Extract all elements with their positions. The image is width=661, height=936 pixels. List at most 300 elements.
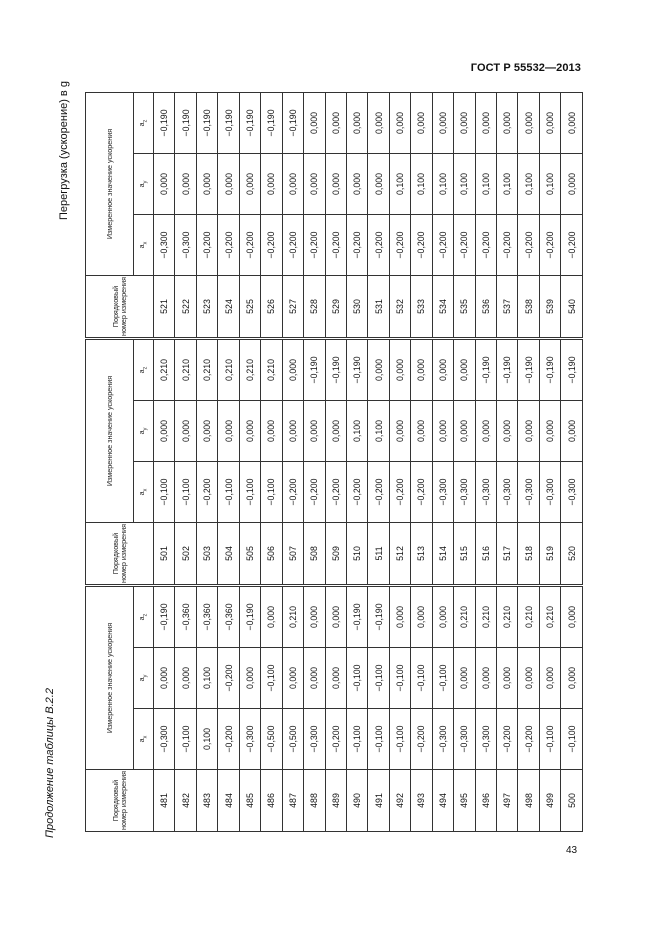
table-row (454, 339, 475, 584)
table-cell: 512 (389, 523, 410, 585)
table-cell: 0,000 (432, 339, 453, 400)
table-cell: −0,200 (475, 215, 496, 276)
table-cell: 0,000 (325, 648, 346, 709)
header-acceleration: Измеренное значение ускорения (86, 92, 134, 275)
header-ax (134, 462, 154, 523)
table-row (325, 92, 346, 337)
table-cell: −0,190 (325, 339, 346, 400)
header-acceleration: Измеренное значение ускорения (86, 586, 134, 769)
table-cell: 520 (561, 523, 583, 585)
table-row (497, 339, 518, 584)
table-cell: 0,000 (518, 648, 539, 709)
table-row (304, 339, 325, 584)
table-cell: 483 (196, 770, 217, 832)
table-row (346, 586, 367, 831)
table-cell: −0,200 (304, 215, 325, 276)
table-cell: −0,100 (368, 709, 389, 770)
table-row (261, 92, 282, 337)
table-cell: 0,000 (304, 401, 325, 462)
table-row (261, 586, 282, 831)
table-row (218, 339, 239, 584)
table-cell: 0,210 (239, 339, 260, 400)
header-acceleration: Измеренное значение ускорения (86, 339, 134, 522)
table-row (432, 586, 453, 831)
table-cell: −0,360 (175, 586, 196, 647)
measurement-table (85, 339, 583, 585)
table-cell: −0,200 (218, 709, 239, 770)
table-cell: 525 (239, 276, 260, 338)
table-cell: 0,210 (497, 586, 518, 647)
axis-sub: z (142, 366, 149, 370)
table-cell: −0,200 (497, 709, 518, 770)
table-cell: 517 (497, 523, 518, 585)
table-cell: −0,100 (539, 709, 560, 770)
table-cell: −0,190 (475, 339, 496, 400)
table-cell: −0,200 (539, 215, 560, 276)
table-cell: −0,100 (432, 648, 453, 709)
table-cell: −0,300 (518, 462, 539, 523)
table-group-3 (85, 93, 583, 338)
table-cell: 503 (196, 523, 217, 585)
table-cell: 0,000 (518, 401, 539, 462)
table-cell: −0,190 (346, 586, 367, 647)
header-az (134, 586, 154, 647)
table-row (282, 586, 303, 831)
table-cell: 513 (411, 523, 432, 585)
header-ay (134, 648, 154, 709)
table-cell: −0,200 (282, 215, 303, 276)
table-cell: 0,210 (475, 586, 496, 647)
measurement-table (85, 92, 583, 338)
table-cell: −0,200 (325, 215, 346, 276)
table-cell: −0,100 (175, 709, 196, 770)
table-cell: 501 (154, 523, 175, 585)
axis-sub: z (142, 613, 149, 617)
table-cell: 0,000 (154, 648, 175, 709)
table-row (154, 92, 175, 337)
table-row (239, 339, 260, 584)
table-cell: −0,190 (539, 339, 560, 400)
table-cell: 0,000 (261, 401, 282, 462)
table-cell: −0,200 (325, 709, 346, 770)
table-cell: 529 (325, 276, 346, 338)
table-cell: 0,000 (411, 401, 432, 462)
table-cell: −0,190 (154, 586, 175, 647)
table-cell: 540 (561, 276, 583, 338)
table-cell: −0,100 (411, 648, 432, 709)
table-cell: 0,000 (454, 401, 475, 462)
table-cell: 0,100 (411, 154, 432, 215)
header-az (134, 92, 154, 153)
table-cell: 502 (175, 523, 196, 585)
table-cell: 481 (154, 770, 175, 832)
table-cell: 0,100 (432, 154, 453, 215)
table-cell: 0,000 (239, 648, 260, 709)
table-cell: 515 (454, 523, 475, 585)
table-cell: 0,000 (261, 586, 282, 647)
table-cell: 0,000 (454, 339, 475, 400)
table-cell: 482 (175, 770, 196, 832)
table-cell: 0,000 (454, 648, 475, 709)
table-cell: 511 (368, 523, 389, 585)
table-row (454, 586, 475, 831)
table-cell: 537 (497, 276, 518, 338)
table-cell: 514 (432, 523, 453, 585)
table-cell: −0,100 (389, 648, 410, 709)
table-cell: 0,000 (432, 92, 453, 153)
table-cell: −0,100 (346, 648, 367, 709)
table-row (475, 586, 496, 831)
table-row (389, 92, 410, 337)
axis-label: a (136, 738, 146, 743)
table-cell: −0,300 (239, 709, 260, 770)
table-cell: −0,200 (218, 215, 239, 276)
table-cell: 0,100 (475, 154, 496, 215)
table-cell: 536 (475, 276, 496, 338)
table-cell: 0,000 (304, 648, 325, 709)
table-cell: 531 (368, 276, 389, 338)
table-cell: 0,000 (561, 586, 583, 647)
table-row (218, 586, 239, 831)
table-row (475, 92, 496, 337)
table-cell: 0,000 (475, 401, 496, 462)
table-row (218, 92, 239, 337)
table-cell: 0,000 (261, 154, 282, 215)
table-cell: 0,000 (432, 401, 453, 462)
table-cell: −0,190 (561, 339, 583, 400)
table-row (411, 586, 432, 831)
header-ay (134, 401, 154, 462)
table-row (389, 586, 410, 831)
axis-label: a (136, 677, 146, 682)
table-cell: −0,200 (261, 215, 282, 276)
table-cell: 0,100 (368, 401, 389, 462)
table-row (196, 92, 217, 337)
table-cell: 0,000 (497, 648, 518, 709)
table-cell: 0,100 (196, 709, 217, 770)
table-group-1 (85, 587, 583, 832)
table-cell: −0,100 (368, 648, 389, 709)
table-cell: 0,000 (304, 586, 325, 647)
table-cell: −0,200 (561, 215, 583, 276)
table-cell: −0,200 (411, 709, 432, 770)
axis-sub: y (142, 674, 149, 678)
table-cell: −0,200 (389, 215, 410, 276)
table-row (518, 92, 539, 337)
table-cell: −0,100 (561, 709, 583, 770)
unit-note: Перегрузка (ускорение) в g (58, 81, 70, 220)
table-row (561, 586, 583, 831)
table-row (196, 586, 217, 831)
table-cell: −0,190 (175, 92, 196, 153)
table-row (346, 339, 367, 584)
table-cell: 0,210 (218, 339, 239, 400)
table-cell: 527 (282, 276, 303, 338)
table-cell: 0,000 (346, 92, 367, 153)
table-cell: −0,100 (389, 709, 410, 770)
rotated-table-area (85, 93, 583, 832)
table-cell: −0,190 (196, 92, 217, 153)
table-cell: 0,000 (304, 92, 325, 153)
table-row (325, 339, 346, 584)
table-cell: −0,200 (196, 215, 217, 276)
axis-label: a (136, 616, 146, 621)
table-cell: 486 (261, 770, 282, 832)
table-row (411, 339, 432, 584)
table-cell: 526 (261, 276, 282, 338)
table-cell: 0,000 (411, 586, 432, 647)
table-cell: −0,200 (432, 215, 453, 276)
table-cell: −0,200 (368, 215, 389, 276)
table-cell: 0,210 (154, 339, 175, 400)
table-cell: 0,000 (175, 154, 196, 215)
table-cell: −0,300 (154, 709, 175, 770)
axis-sub: x (142, 488, 149, 492)
axis-sub: y (142, 427, 149, 431)
table-row (389, 339, 410, 584)
table-cell: 519 (539, 523, 560, 585)
table-row (304, 92, 325, 337)
table-cell: 0,000 (454, 92, 475, 153)
table-cell: 509 (325, 523, 346, 585)
table-cell: −0,200 (389, 462, 410, 523)
table-cell: 0,000 (389, 92, 410, 153)
table-cell: 0,210 (196, 339, 217, 400)
table-cell: 535 (454, 276, 475, 338)
table-cell: 0,000 (282, 339, 303, 400)
table-cell: 0,000 (432, 586, 453, 647)
table-cell: 518 (518, 523, 539, 585)
table-cell: −0,300 (475, 462, 496, 523)
table-cell: 533 (411, 276, 432, 338)
table-cell: −0,190 (239, 586, 260, 647)
table-cell: 491 (368, 770, 389, 832)
table-cell: 0,000 (539, 401, 560, 462)
table-cell: 498 (518, 770, 539, 832)
table-cell: 490 (346, 770, 367, 832)
table-cell: −0,100 (154, 462, 175, 523)
table-cell: 0,000 (389, 401, 410, 462)
table-row (282, 92, 303, 337)
table-cell: 516 (475, 523, 496, 585)
table-cell: 0,000 (304, 154, 325, 215)
table-cell: −0,360 (218, 586, 239, 647)
table-row (239, 92, 260, 337)
standard-designation: ГОСТ Р 55532—2013 (470, 62, 581, 74)
axis-sub: x (142, 735, 149, 739)
table-row (325, 586, 346, 831)
table-cell: −0,100 (346, 709, 367, 770)
table-cell: −0,500 (282, 709, 303, 770)
table-cell: 0,000 (282, 154, 303, 215)
table-cell: 0,100 (389, 154, 410, 215)
table-cell: 0,000 (175, 648, 196, 709)
table-cell: 0,000 (218, 401, 239, 462)
axis-sub: z (142, 119, 149, 123)
table-cell: 0,000 (239, 401, 260, 462)
table-cell: 506 (261, 523, 282, 585)
table-cell: 0,000 (561, 154, 583, 215)
header-number: Порядковый номер измерения (86, 770, 154, 832)
table-cell: 508 (304, 523, 325, 585)
table-cell: 0,100 (346, 401, 367, 462)
table-cell: 0,100 (518, 154, 539, 215)
table-cell: −0,300 (432, 462, 453, 523)
table-cell: −0,190 (218, 92, 239, 153)
table-row (304, 586, 325, 831)
table-cell: −0,200 (218, 648, 239, 709)
table-cell: −0,190 (239, 92, 260, 153)
page-number: 43 (566, 845, 578, 856)
table-cell: 0,000 (389, 586, 410, 647)
table-cell: 507 (282, 523, 303, 585)
table-cell: 0,000 (196, 154, 217, 215)
table-row (561, 92, 583, 337)
table-row (154, 586, 175, 831)
table-cell: 0,210 (261, 339, 282, 400)
axis-label: a (136, 183, 146, 188)
table-cell: 0,000 (518, 92, 539, 153)
table-cell: 0,000 (239, 154, 260, 215)
table-cell: −0,300 (432, 709, 453, 770)
table-cell: −0,360 (196, 586, 217, 647)
table-cell: −0,190 (368, 586, 389, 647)
table-row (518, 339, 539, 584)
table-cell: 493 (411, 770, 432, 832)
table-cell: 532 (389, 276, 410, 338)
table-cell: −0,200 (239, 215, 260, 276)
table-row (368, 339, 389, 584)
table-cell: 496 (475, 770, 496, 832)
table-cell: −0,100 (261, 462, 282, 523)
table-cell: −0,190 (282, 92, 303, 153)
table-row (539, 92, 560, 337)
table-row (475, 339, 496, 584)
axis-label: a (136, 369, 146, 374)
table-cell: 0,210 (518, 586, 539, 647)
table-cell: 0,000 (282, 648, 303, 709)
table-row (432, 339, 453, 584)
table-cell: −0,100 (175, 462, 196, 523)
table-cell: 521 (154, 276, 175, 338)
table-cell: 500 (561, 770, 583, 832)
table-cell: 0,000 (325, 586, 346, 647)
table-row (154, 339, 175, 584)
table-cell: 0,000 (561, 648, 583, 709)
table-cell: 0,000 (368, 339, 389, 400)
table-cell: −0,300 (175, 215, 196, 276)
table-cell: −0,190 (261, 92, 282, 153)
table-cell: 0,210 (175, 339, 196, 400)
table-row (175, 92, 196, 337)
table-cell: −0,100 (239, 462, 260, 523)
table-cell: 0,000 (561, 92, 583, 153)
table-caption: Продолжение таблицы В.2.2 (44, 688, 56, 838)
table-cell: 0,000 (475, 648, 496, 709)
table-row (175, 339, 196, 584)
table-cell: −0,300 (539, 462, 560, 523)
table-cell: −0,300 (154, 215, 175, 276)
table-cell: 0,000 (389, 339, 410, 400)
table-cell: −0,190 (346, 339, 367, 400)
axis-sub: y (142, 180, 149, 184)
table-cell: 523 (196, 276, 217, 338)
table-cell: −0,200 (304, 462, 325, 523)
table-cell: −0,500 (261, 709, 282, 770)
axis-label: a (136, 122, 146, 127)
table-cell: −0,200 (346, 462, 367, 523)
table-cell: 485 (239, 770, 260, 832)
table-row (411, 92, 432, 337)
table-cell: 0,000 (175, 401, 196, 462)
table-cell: 497 (497, 770, 518, 832)
axis-label: a (136, 244, 146, 249)
table-cell: 0,000 (475, 92, 496, 153)
table-cell: 504 (218, 523, 239, 585)
table-cell: 0,000 (368, 154, 389, 215)
table-cell: 0,100 (539, 154, 560, 215)
table-cell: 0,000 (497, 92, 518, 153)
measurement-table (85, 586, 583, 832)
table-cell: −0,200 (325, 462, 346, 523)
table-cell: 0,000 (325, 92, 346, 153)
table-cell: 499 (539, 770, 560, 832)
header-number: Порядковый номер измерения (86, 276, 154, 338)
axis-label: a (136, 430, 146, 435)
table-cell: −0,200 (518, 709, 539, 770)
table-cell: 0,000 (154, 154, 175, 215)
table-cell: 0,000 (411, 339, 432, 400)
table-cell: 0,000 (154, 401, 175, 462)
table-cell: −0,300 (497, 462, 518, 523)
table-row (518, 586, 539, 831)
table-cell: 0,000 (196, 401, 217, 462)
axis-sub: x (142, 241, 149, 245)
table-row (539, 586, 560, 831)
table-cell: −0,190 (518, 339, 539, 400)
table-cell: −0,200 (411, 215, 432, 276)
table-cell: 528 (304, 276, 325, 338)
table-cell: 0,000 (282, 401, 303, 462)
table-cell: 0,000 (497, 401, 518, 462)
table-cell: −0,300 (304, 709, 325, 770)
table-cell: −0,300 (454, 709, 475, 770)
table-row (454, 92, 475, 337)
table-cell: 495 (454, 770, 475, 832)
table-cell: 0,000 (561, 401, 583, 462)
table-cell: 0,000 (325, 154, 346, 215)
header-az (134, 339, 154, 400)
header-number: Порядковый номер измерения (86, 523, 154, 585)
table-cell: 510 (346, 523, 367, 585)
table-cell: −0,200 (282, 462, 303, 523)
table-row (282, 339, 303, 584)
table-cell: 0,100 (454, 154, 475, 215)
header-ax (134, 709, 154, 770)
header-ay (134, 154, 154, 215)
table-cell: −0,300 (475, 709, 496, 770)
table-cell: 534 (432, 276, 453, 338)
table-cell: −0,200 (411, 462, 432, 523)
table-row (175, 586, 196, 831)
table-cell: 505 (239, 523, 260, 585)
table-cell: 524 (218, 276, 239, 338)
table-row (497, 586, 518, 831)
table-row (346, 92, 367, 337)
table-cell: −0,300 (454, 462, 475, 523)
table-cell: 0,000 (539, 648, 560, 709)
table-cell: −0,100 (261, 648, 282, 709)
